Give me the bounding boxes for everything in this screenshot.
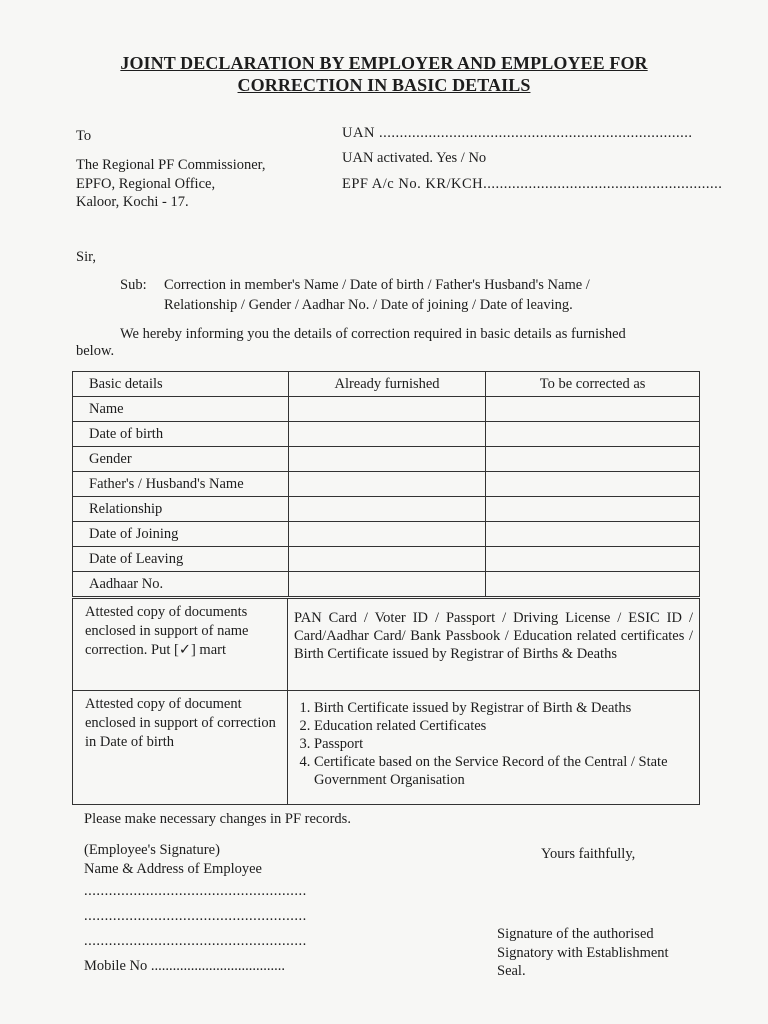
table-row [73, 422, 700, 447]
to-be-corrected-cell[interactable] [486, 447, 700, 472]
name-documents-list: PAN Card / Voter ID / Passport / Driving License / ESIC ID / Card/Aadhar Card/ Bank Passbook / Education related certificates / Birth Certificate issued by Registrar of Births & Deaths [288, 599, 700, 691]
employee-signature-label: (Employee's Signature) [84, 842, 220, 858]
salutation: Sir, [76, 249, 96, 265]
request-text: Please make necessary changes in PF records. [84, 811, 351, 827]
intro-line2: below. [76, 343, 115, 359]
basic-details-table [72, 371, 700, 597]
list-item: 4. Certificate based on the Service Record of the Central / State Government Organisation [314, 753, 693, 789]
to-be-corrected-cell[interactable] [486, 472, 700, 497]
already-furnished-cell[interactable] [288, 472, 485, 497]
table-row [73, 397, 700, 422]
row-label-aadhaar: Aadhaar No. [73, 572, 289, 597]
addressee-to: To [76, 128, 92, 144]
header-to-be-corrected: To be corrected as [486, 372, 700, 397]
already-furnished-cell[interactable] [288, 447, 485, 472]
subject-line1: Correction in member's Name / Date of birth / Father's Husband's Name / [164, 277, 590, 293]
dob-documents-label: Attested copy of document enclosed in support of correction in Date of birth [73, 691, 288, 805]
addressee-line2: EPFO, Regional Office, [76, 176, 216, 192]
row-label-date-of-joining: Date of Joining [73, 522, 289, 547]
uan-activated: UAN activated. Yes / No [342, 150, 487, 166]
already-furnished-cell[interactable] [288, 497, 485, 522]
form-title-line2: CORRECTION IN BASIC DETAILS [237, 75, 531, 95]
form-title-line1: JOINT DECLARATION BY EMPLOYER AND EMPLOYEE FOR [120, 53, 648, 73]
subject-label: Sub: [120, 277, 147, 293]
form-title [0, 52, 768, 96]
header-basic-details: Basic details [73, 372, 289, 397]
to-be-corrected-cell[interactable] [486, 522, 700, 547]
row-label-name: Name [73, 397, 289, 422]
to-be-corrected-cell[interactable] [486, 422, 700, 447]
header-already-furnished: Already furnished [288, 372, 485, 397]
mobile-number-field[interactable]: Mobile No ..................................... [84, 958, 285, 974]
addressee-line3: Kaloor, Kochi - 17. [76, 194, 189, 210]
row-label-relationship: Relationship [73, 497, 289, 522]
table-row [73, 572, 700, 597]
already-furnished-cell[interactable] [288, 572, 485, 597]
subject-line2: Relationship / Gender / Aadhar No. / Date of joining / Date of leaving. [164, 297, 573, 313]
list-item: 3. Passport [314, 735, 693, 753]
name-documents-label: Attested copy of documents enclosed in support of name correction. Put [✓] mart [73, 599, 288, 691]
table-header-row [73, 372, 700, 397]
documents-table [72, 598, 700, 805]
address-line-3[interactable]: ...................................................... [84, 933, 307, 949]
row-label-date-of-birth: Date of birth [73, 422, 289, 447]
epf-account-field: EPF A/c No. KR/KCH.......................................................... [342, 176, 723, 192]
yours-faithfully: Yours faithfully, [541, 846, 636, 862]
table-row [73, 447, 700, 472]
to-be-corrected-cell[interactable] [486, 397, 700, 422]
table-row [73, 547, 700, 572]
already-furnished-cell[interactable] [288, 397, 485, 422]
intro-line1: We hereby informing you the details of correction required in basic details as furnished [120, 326, 626, 342]
to-be-corrected-cell[interactable] [486, 497, 700, 522]
table-row [73, 497, 700, 522]
signatory-line2: Signatory with Establishment [497, 945, 669, 961]
name-documents-row [73, 599, 700, 691]
row-label-date-of-leaving: Date of Leaving [73, 547, 289, 572]
already-furnished-cell[interactable] [288, 522, 485, 547]
address-line-2[interactable]: ...................................................... [84, 908, 307, 924]
list-item: 2. Education related Certificates [314, 717, 693, 735]
uan-field: UAN ............................................................................ [342, 125, 693, 141]
employee-name-address-label: Name & Address of Employee [84, 861, 262, 877]
already-furnished-cell[interactable] [288, 422, 485, 447]
list-item: 1. Birth Certificate issued by Registrar of Birth & Deaths [314, 699, 693, 717]
to-be-corrected-cell[interactable] [486, 547, 700, 572]
to-be-corrected-cell[interactable] [486, 572, 700, 597]
already-furnished-cell[interactable] [288, 547, 485, 572]
dob-documents-list [294, 699, 693, 789]
dob-documents-cell [288, 691, 700, 805]
signatory-line3: Seal. [497, 963, 526, 979]
table-row [73, 472, 700, 497]
addressee-line1: The Regional PF Commissioner, [76, 157, 266, 173]
signatory-line1: Signature of the authorised [497, 926, 654, 942]
dob-documents-row [73, 691, 700, 805]
table-row [73, 522, 700, 547]
row-label-father-husband-name: Father's / Husband's Name [73, 472, 289, 497]
address-line-1[interactable]: ...................................................... [84, 883, 307, 899]
row-label-gender: Gender [73, 447, 289, 472]
